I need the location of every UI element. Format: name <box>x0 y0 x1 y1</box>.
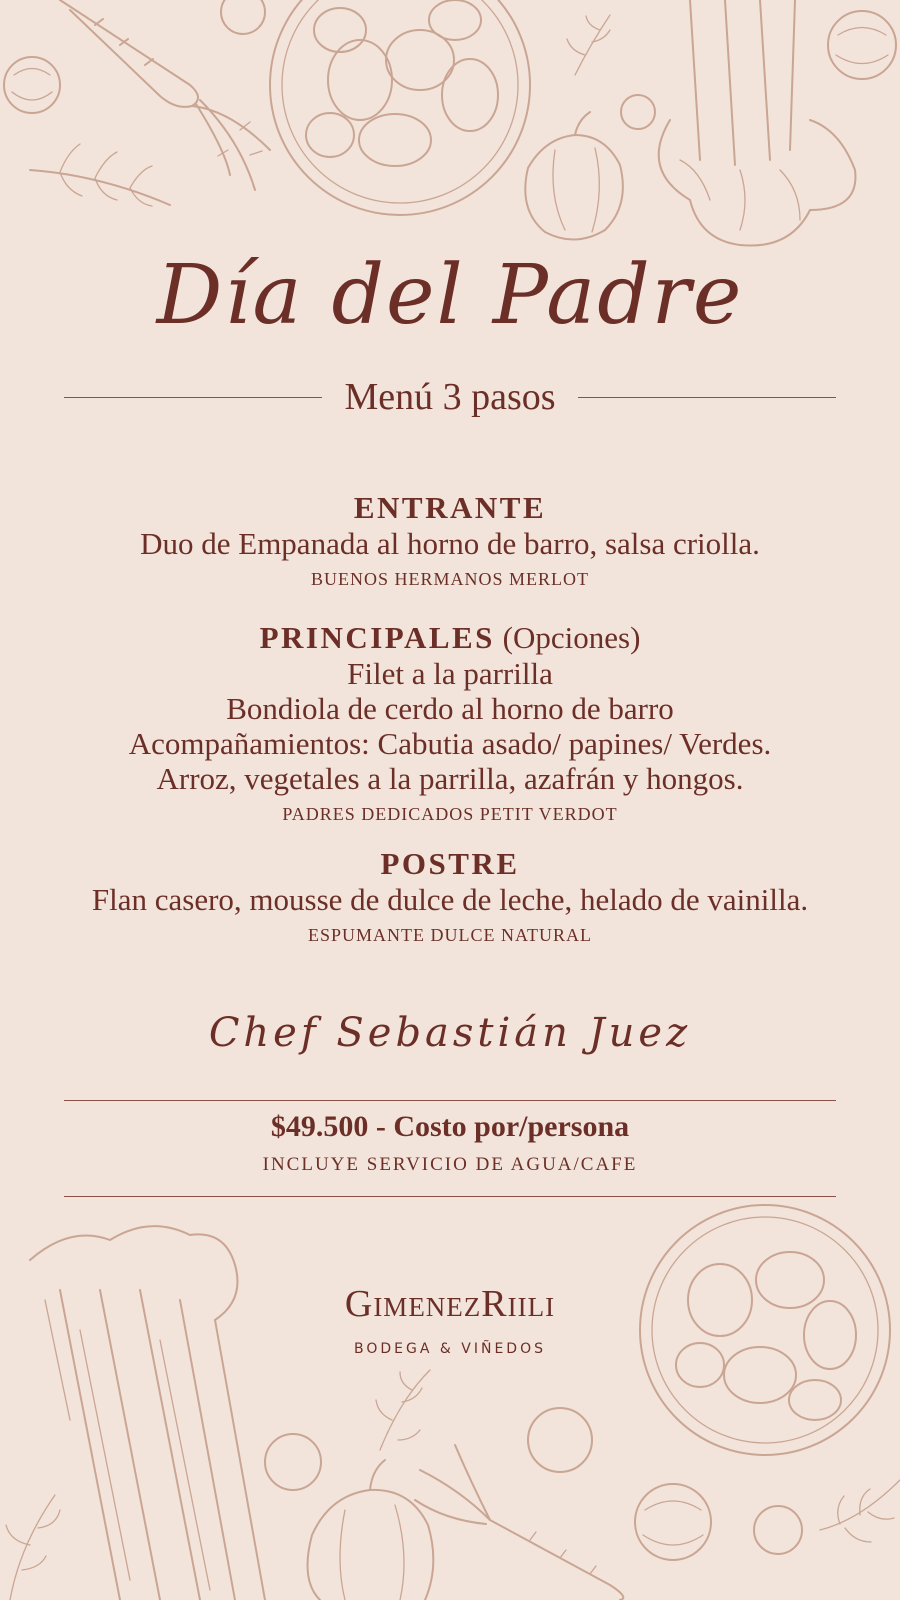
section-heading <box>40 490 860 526</box>
herb-sprig-icon <box>820 1480 900 1542</box>
brand-tagline: BODEGA & VIÑEDOS <box>354 1341 546 1357</box>
menu-title: Día del Padre <box>156 248 744 343</box>
herb-sprig-icon <box>567 15 610 75</box>
wine-pairing: ESPUMANTE DULCE NATURAL <box>308 925 592 945</box>
brand-logo: GimenezRiili <box>344 1283 556 1325</box>
bell-pepper-icon <box>308 1460 434 1600</box>
herb-sprig-icon <box>6 1495 60 1600</box>
divider <box>64 1196 836 1197</box>
herb-sprig-icon <box>376 1370 430 1450</box>
onion-icon <box>4 0 265 113</box>
menu-item: Bondiola de cerdo al horno de barro <box>226 691 674 726</box>
section-heading <box>40 620 860 656</box>
section-entrante <box>40 490 860 593</box>
section-postre <box>40 846 860 949</box>
onion-icon <box>635 1484 802 1560</box>
wine-pairing: BUENOS HERMANOS MERLOT <box>310 569 590 589</box>
potato-basket-icon <box>640 1205 890 1455</box>
section-heading-note: (Opciones) <box>502 620 641 655</box>
section-heading-text: ENTRANTE <box>353 490 547 525</box>
menu-subtitle: Menú 3 pasos <box>344 376 556 418</box>
divider <box>578 397 836 398</box>
section-principales <box>40 620 860 828</box>
price-note: INCLUYE SERVICIO DE AGUA/CAFE <box>262 1154 638 1175</box>
wine-pairing: PADRES DEDICADOS PETIT VERDOT <box>282 804 618 824</box>
carrot-icon <box>415 1445 623 1600</box>
onion-icon <box>828 11 896 79</box>
herb-sprig-icon <box>30 144 170 206</box>
menu-item: Acompañamientos: Cabutia asado/ papines/ Verdes. <box>128 726 772 761</box>
chef-signature: Chef Sebastián Juez <box>208 1010 692 1056</box>
menu-item: Flan casero, mousse de dulce de leche, helado de vainilla. <box>91 882 809 917</box>
subtitle-row <box>64 372 836 422</box>
onion-icon <box>265 1434 321 1490</box>
divider <box>64 397 322 398</box>
divider <box>64 1100 836 1101</box>
menu-item: Duo de Empanada al horno de barro, salsa criolla. <box>140 526 760 561</box>
potato-basket-icon <box>270 0 530 215</box>
carrot-icon <box>60 0 270 190</box>
price: $49.500 - Costo por/persona <box>270 1110 630 1143</box>
section-heading <box>40 846 860 882</box>
bell-pepper-icon <box>525 112 623 240</box>
menu-item: Arroz, vegetales a la parrilla, azafrán y hongos. <box>156 761 744 796</box>
celery-icon <box>659 0 856 246</box>
section-heading-text: POSTRE <box>380 846 520 881</box>
menu-item: Filet a la parrilla <box>347 656 553 691</box>
section-heading-text: PRINCIPALES <box>259 620 495 655</box>
